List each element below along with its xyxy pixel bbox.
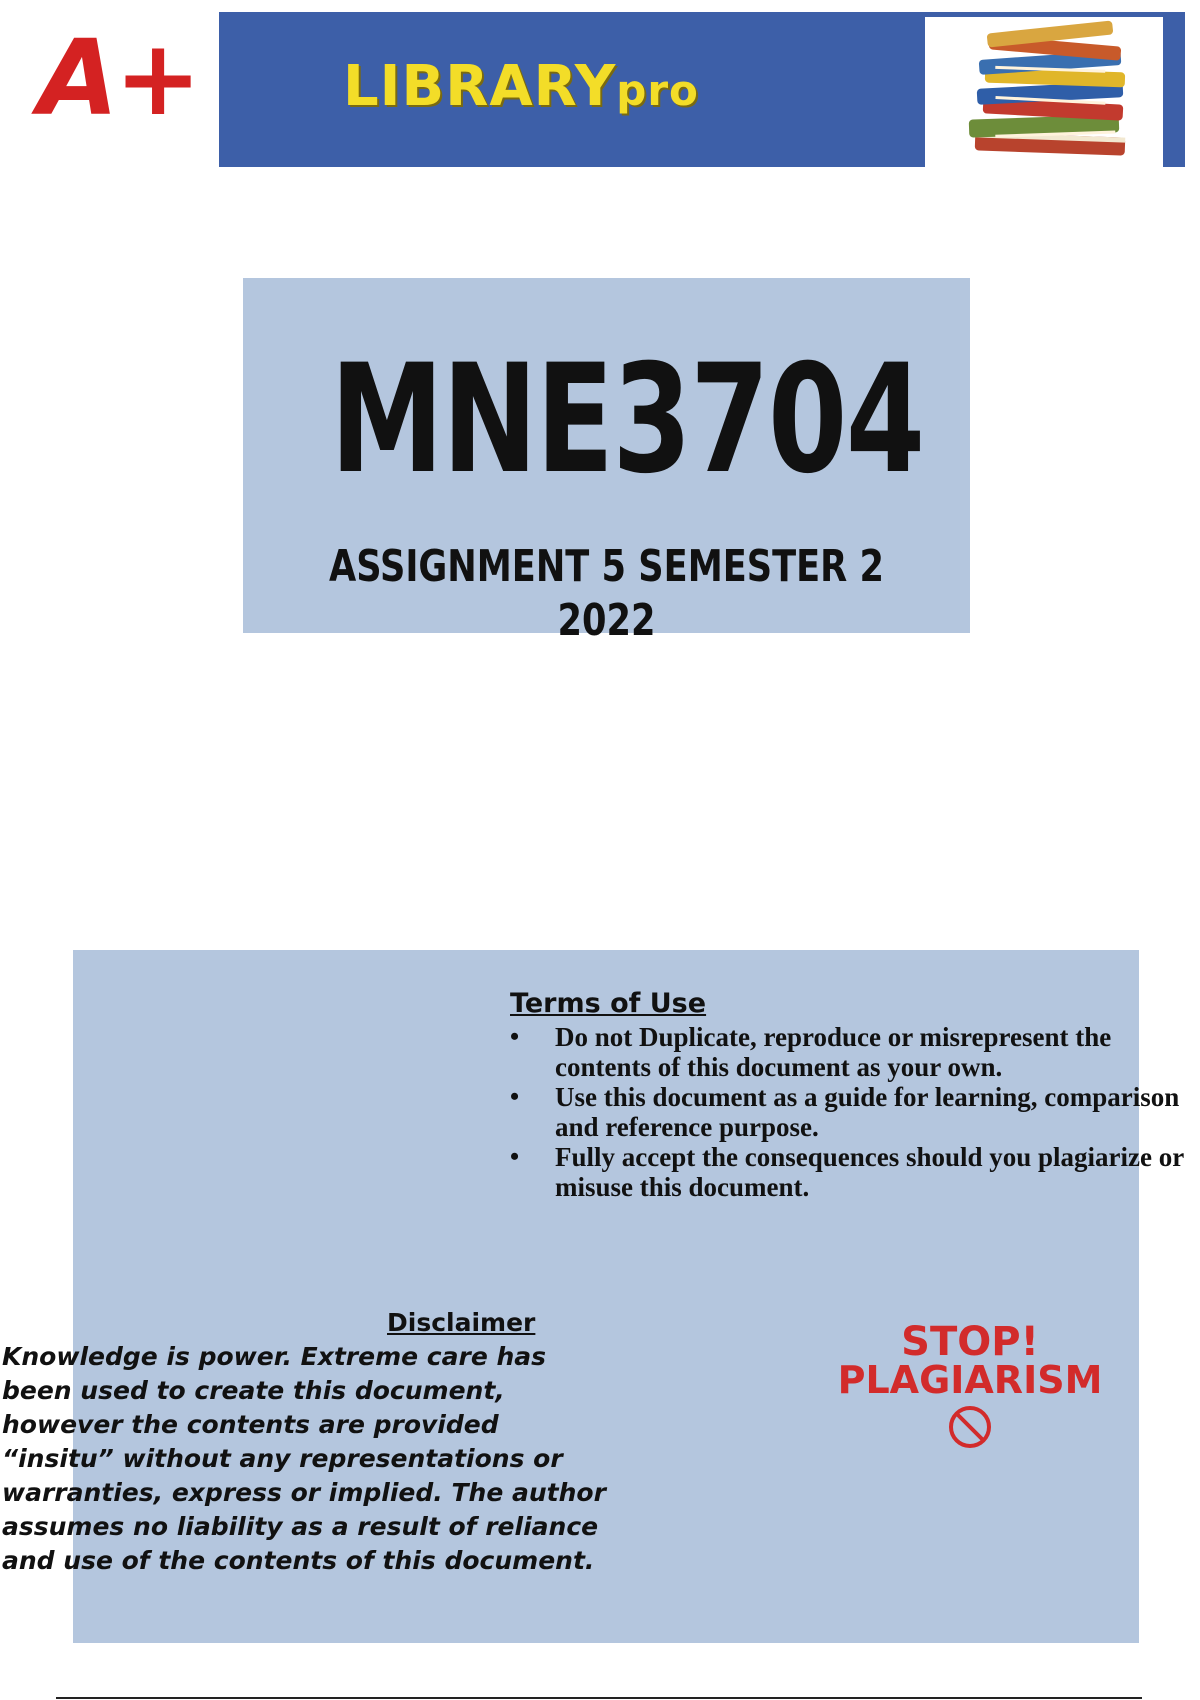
- disclaimer-line: however the contents are provided: [2, 1410, 499, 1439]
- course-code: MNE3704: [330, 333, 924, 507]
- terms-list: [510, 1022, 1200, 1202]
- brand-suffix: pro: [616, 66, 699, 115]
- brand-logo: [343, 52, 699, 126]
- stamp-line-2: PLAGIARISM: [837, 1358, 1103, 1402]
- terms-item: • Use this document as a guide for learning, comparison and reference purpose.: [510, 1082, 1200, 1142]
- stop-plagiarism-stamp: [820, 1319, 1120, 1442]
- disclaimer-heading: Disclaimer: [387, 1308, 536, 1337]
- brand-main: LIBRARY: [343, 54, 617, 119]
- grade-logo: A+: [38, 17, 198, 139]
- disclaimer-line: assumes no liability as a result of reliance: [2, 1512, 599, 1541]
- stamp-line-1: STOP!: [901, 1319, 1039, 1365]
- course-title-panel: [243, 278, 970, 646]
- terms-item: • Fully accept the consequences should you plagiarize or misuse this document.: [510, 1142, 1200, 1202]
- disclaimer-line: “insitu” without any representations or: [2, 1444, 563, 1473]
- disclaimer-line: Knowledge is power. Extreme care has: [2, 1342, 547, 1371]
- disclaimer-line: been used to create this document,: [2, 1376, 505, 1405]
- terms-item: • Do not Duplicate, reproduce or misrepresent the contents of this document as your own.: [510, 1022, 1200, 1082]
- assignment-title: ASSIGNMENT 5 SEMESTER 2 2022: [328, 541, 885, 646]
- terms-heading: Terms of Use: [510, 988, 707, 1019]
- prohibited-icon: [947, 1404, 993, 1450]
- disclaimer-line: warranties, express or implied. The author: [2, 1478, 606, 1507]
- books-image: [925, 17, 1163, 167]
- book-stack-icon: [925, 17, 1163, 167]
- library-banner: [219, 12, 1185, 167]
- disclaimer-text: [2, 1340, 692, 1578]
- bottom-divider: [56, 1697, 1142, 1699]
- disclaimer-line: and use of the contents of this document.: [2, 1546, 595, 1575]
